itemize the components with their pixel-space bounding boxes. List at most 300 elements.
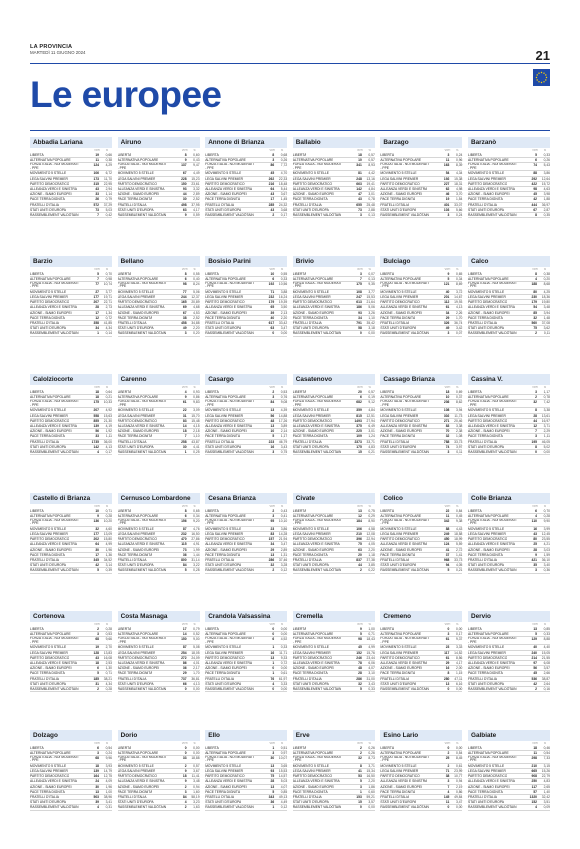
party-name: LIBERTÀ [30,390,44,394]
party-percent: 6,16 [455,681,463,686]
party-percent: 0,68 [280,153,288,157]
party-votes: 3 [535,390,537,394]
party-votes: 18 [95,390,99,394]
party-votes: 32 [95,526,99,531]
party-name: STATI UNITI D'EUROPA [30,563,66,568]
party-percent: 1,59 [543,552,550,557]
party-percent: 14,88 [278,413,288,418]
party-votes: 98 [533,186,537,191]
party-votes: 28 [270,779,275,784]
party-percent: 1,00 [368,627,375,631]
party-name: ALTERNATIVA POPOLARE [30,513,71,518]
municipality-card [380,137,462,218]
party-votes: 4 [535,276,537,281]
party-name: PACE TERRA DIGNITÀ [30,315,65,320]
party-percent: 14,28 [278,532,288,537]
party-name: AZIONE - SIAMO EUROPEI [30,784,72,789]
result-row [468,331,550,336]
municipality-name: Barzago [383,139,409,146]
party-votes: 5 [272,434,275,439]
party-percent: 3,41 [105,800,112,805]
party-votes: 29 [445,660,450,665]
party-votes: 67 [533,207,537,212]
party-percent: 34,88 [191,321,200,325]
party-percent: 1,63 [193,805,200,810]
party-name: ALLEANZA VERDI E SINISTRA [292,542,340,547]
party-votes: 3 [447,331,450,336]
party-percent: 2,65 [543,784,550,789]
party-votes: 13 [358,508,362,513]
party-votes: 3 [359,784,362,789]
party-votes: 36 [182,666,187,671]
party-percent: 0,21 [105,395,112,400]
party-percent: 3,85 [368,563,375,568]
municipality-header [468,374,550,385]
party-name: RASSEMBLEMENT VALDÔTAIN [30,449,79,454]
party-percent: 33,42 [278,321,288,325]
party-percent: 13,09 [103,532,112,537]
party-votes: 6 [535,158,537,163]
party-percent: 8,62 [455,400,463,405]
party-name: AZIONE - SIAMO EUROPEI [117,547,160,552]
party-votes: 17 [95,552,99,557]
party-votes: 19 [95,153,99,157]
party-name: LIBERTÀ [30,745,44,750]
pct-col-label: % [105,623,108,626]
party-name: LEGA SALVINI PREMIER [468,650,506,655]
party-percent: 35,42 [366,321,375,325]
party-percent: 4,13 [193,681,200,686]
result-row [30,450,112,455]
party-name: PARTITO DEMOCRATICO [205,418,245,423]
party-percent: 10,10 [278,518,288,523]
party-votes: 13 [270,552,275,557]
party-percent: 0,64 [105,390,112,394]
party-percent: 0,65 [455,271,463,276]
party-name: ALLEANZA VERDI E SINISTRA [30,186,77,191]
party-name: LEGA SALVINI PREMIER [117,650,156,655]
party-percent: 0,79 [105,197,112,202]
party-name: AZIONE - SIAMO EUROPEI [468,192,510,197]
party-name: MOVIMENTO 5 STELLE [117,526,154,531]
party-name: STATI UNITI D'EUROPA [468,207,504,212]
result-row [380,282,462,290]
party-percent: 33,73 [454,439,463,444]
party-name: PARTITO DEMOCRATICO [117,774,157,779]
party-percent: 3,99 [543,526,550,531]
party-name: ALTERNATIVA POPOLARE [117,158,159,163]
party-votes: 74 [445,444,450,449]
party-name: ALTERNATIVA POPOLARE [30,395,71,400]
party-votes: 186 [356,305,362,310]
municipality-name: Dolzago [33,731,58,739]
party-votes: 0 [184,686,187,691]
municipality-header [380,374,462,385]
party-name: ALLEANZA VERDI E SINISTRA [380,186,428,191]
party-name: PARTITO DEMOCRATICO [380,537,420,542]
municipality-name: Casatenovo [295,376,333,383]
party-percent: 0,75 [368,508,375,513]
party-percent: 0,94 [193,784,200,789]
party-name: LEGA SALVINI PREMIER [117,413,156,418]
party-percent: 21,94 [278,537,288,542]
municipality-card [30,730,112,811]
result-row [293,450,375,455]
party-percent: 3,01 [368,429,375,434]
party-percent: 0,86 [193,395,200,400]
party-votes: 13 [445,681,450,686]
party-votes: 41 [445,547,450,552]
municipality-card [293,256,375,337]
party-name: FRATELLI D'ITALIA [117,321,147,325]
party-name: PACE TERRA DIGNITÀ [205,197,241,202]
municipality-name: Cernusco Lombardone [120,494,191,502]
party-name: PARTITO DEMOCRATICO [292,655,333,660]
party-percent: 4,42 [368,171,375,176]
party-votes: 3 [447,153,450,157]
votes-col-label: VOTI [357,504,363,508]
party-name: PACE TERRA DIGNITÀ [117,552,153,557]
party-name: ALLEANZA VERDI E SINISTRA [380,660,428,665]
result-row [30,568,112,573]
party-percent: 20,46 [454,418,463,423]
party-name: AZIONE - SIAMO EUROPEI [30,666,72,671]
municipality-header [468,611,550,622]
party-percent: 19,71 [103,295,112,300]
party-name: RASSEMBLEMENT VALDÔTAIN [468,805,517,810]
party-percent: 4,83 [543,779,550,784]
party-votes: 422 [531,181,537,186]
party-name: FORZA ITALIA - NOI MODERATI - PPE [468,755,517,763]
party-votes: 6 [359,395,362,400]
party-votes: 163 [443,163,450,168]
party-votes: 14 [182,632,187,637]
party-percent: 3,26 [368,310,375,315]
municipality-card [380,493,462,574]
party-percent: 4,84 [368,408,375,413]
party-percent: 0,54 [543,750,550,755]
party-votes: 41 [358,769,362,774]
party-votes: 73 [182,547,187,552]
party-name: PACE TERRA DIGNITÀ [468,789,503,794]
party-votes: 28 [95,305,99,310]
party-votes: 17 [182,627,187,631]
party-votes: 5 [447,276,450,281]
pct-col-label: % [281,386,284,389]
party-percent: 2,20 [368,547,375,552]
party-votes: 558 [93,413,99,418]
party-name: PARTITO DEMOCRATICO [468,655,508,660]
party-votes: 18 [95,395,99,400]
party-votes: 42 [533,681,537,686]
party-votes: 5 [359,779,362,784]
party-name: FRATELLI D'ITALIA [205,202,235,207]
party-percent: 0,24 [455,212,463,217]
result-row [118,450,200,455]
party-votes: 142 [93,444,99,449]
party-votes: 11 [445,158,450,163]
party-votes: 28 [358,671,362,676]
pct-col-label: % [193,267,196,271]
party-percent: 10,77 [454,774,463,779]
party-percent: 0,75 [280,449,288,454]
party-percent: 15,53 [366,295,375,300]
votes-col-label: VOTI [181,267,188,271]
party-name: FORZA ITALIA - NOI MODERATI - PPE [30,755,79,763]
party-votes: 227 [443,181,450,186]
party-name: AZIONE - SIAMO EUROPEI [205,784,247,789]
party-name: LEGA SALVINI PREMIER [205,176,244,181]
result-row [205,213,287,218]
pct-col-label: % [543,741,546,745]
party-percent: 0,16 [543,686,550,691]
party-name: PACE TERRA DIGNITÀ [30,552,65,557]
party-percent: 8,24 [193,281,200,286]
party-votes: 12 [95,315,99,320]
party-name: ALLEANZA VERDI E SINISTRA [117,423,165,428]
party-name: MOVIMENTO 5 STELLE [205,408,242,413]
party-name: STATI UNITI D'EUROPA [117,444,154,449]
party-percent: 4,15 [193,423,200,428]
party-percent: 0,40 [193,276,200,281]
party-percent: 3,47 [455,800,463,805]
party-percent: 3,43 [368,681,375,686]
party-percent: 3,86 [280,526,288,531]
party-percent: 0,20 [543,276,550,281]
party-percent: 15,34 [366,769,375,774]
party-percent: 3,94 [455,408,463,413]
party-votes: 83 [445,423,450,428]
party-name: FORZA ITALIA - NOI MODERATI - PPE [292,163,342,170]
party-name: STATI UNITI D'EUROPA [468,563,504,568]
party-percent: 0,00 [455,745,463,750]
party-name: FORZA ITALIA - NOI MODERATI - PPE [468,163,517,170]
party-votes: 7 [447,784,450,789]
party-percent: 6,06 [368,660,375,665]
party-name: FORZA ITALIA - NOI MODERATI - PPE [468,518,517,526]
party-name: STATI UNITI D'EUROPA [380,207,417,212]
party-name: ALTERNATIVA POPOLARE [205,395,246,400]
party-percent: 0,00 [455,686,463,691]
party-votes: 3 [97,632,99,637]
party-votes: 207 [93,408,99,413]
party-percent: 3,89 [280,423,288,428]
party-votes: 6 [535,508,537,513]
party-percent: 10,33 [103,400,112,405]
municipality-name: Brivio [295,257,314,265]
pct-col-label: % [105,504,108,508]
party-name: RASSEMBLEMENT VALDÔTAIN [30,212,79,217]
party-percent: 0,17 [455,632,463,637]
party-votes: 4 [447,789,450,794]
party-percent: 2,87 [543,207,550,212]
party-name: LIBERTÀ [30,627,44,631]
party-percent: 0,35 [543,212,550,217]
municipality-card [118,730,200,811]
party-name: AZIONE - SIAMO EUROPEI [30,310,72,315]
result-row [468,568,550,573]
party-name: ALTERNATIVA POPOLARE [117,632,159,637]
party-votes: 250 [531,779,537,784]
pct-col-label: % [543,504,546,508]
party-votes: 11 [95,158,99,163]
party-votes: 40 [445,289,450,294]
votes-col-label: VOTI [532,386,538,389]
party-votes: 45 [358,645,362,650]
party-name: LIBERTÀ [117,390,132,394]
party-name: MOVIMENTO 5 STELLE [205,171,242,176]
party-name: STATI UNITI D'EUROPA [468,681,504,686]
municipality-name: Dorio [120,731,138,739]
municipality-header [380,611,462,622]
party-votes: 43 [95,655,99,660]
municipality-header [380,137,462,148]
party-votes: 29 [182,671,187,676]
municipality-header [468,137,550,148]
result-row [293,805,375,810]
party-percent: 0,54 [105,745,112,750]
party-percent: 0,00 [280,686,288,691]
municipality-name: Castello di Brianza [33,494,91,502]
party-percent: 3,94 [543,310,550,315]
party-votes: 9 [184,769,187,774]
municipality-name: Ballabio [295,139,321,146]
municipality-name: Calolziocorte [33,376,74,383]
party-votes: 14 [182,423,187,428]
party-name: LIBERTÀ [292,153,307,157]
party-votes: 23 [270,526,275,531]
party-votes: 9 [447,271,450,276]
party-name: LIBERTÀ [30,153,44,157]
party-percent: 3,71 [368,763,375,768]
party-votes: 9 [184,158,187,163]
result-row [468,805,550,810]
party-name: PARTITO DEMOCRATICO [468,300,508,305]
party-percent: 0,41 [280,513,288,518]
party-name: LEGA SALVINI PREMIER [30,769,68,774]
party-name: PACE TERRA DIGNITÀ [468,434,503,439]
party-percent: 0,07 [368,271,375,276]
party-percent: 6,08 [543,660,550,665]
party-votes: 47 [358,192,362,197]
party-name: RASSEMBLEMENT VALDÔTAIN [205,449,254,454]
party-percent: 4,17 [455,660,463,665]
pct-col-label: % [543,623,546,626]
result-row [380,637,462,645]
result-row [118,282,200,290]
party-name: PACE TERRA DIGNITÀ [292,789,328,794]
party-percent: 23,44 [366,655,375,660]
party-percent: 11,70 [103,176,112,181]
party-name: PARTITO DEMOCRATICO [380,655,420,660]
party-votes: 498 [181,202,187,207]
party-percent: 3,93 [105,763,112,768]
party-votes: 5 [97,671,99,676]
votes-col-label: VOTI [269,504,276,508]
party-name: LEGA SALVINI PREMIER [205,295,244,300]
party-percent: 16,50 [191,532,200,537]
party-name: AZIONE - SIAMO EUROPEI [380,547,422,552]
municipality-name: Bellano [120,257,144,265]
party-votes: 458 [181,321,187,325]
party-name: FRATELLI D'ITALIA [205,558,235,562]
party-name: MOVIMENTO 5 STELLE [205,526,242,531]
party-votes: 34 [445,310,450,315]
votes-col-label: VOTI [269,149,276,152]
party-percent: 4,17 [193,207,200,212]
party-percent: 0,28 [105,513,112,518]
party-votes: 3 [272,395,275,400]
party-percent: 0,72 [105,315,112,320]
municipality-card [468,374,550,455]
party-votes: 3 [447,779,450,784]
party-name: PARTITO DEMOCRATICO [380,418,420,423]
result-row [468,756,550,764]
votes-col-label: VOTI [269,623,276,626]
party-votes: 421 [531,558,537,562]
party-votes: 80 [533,289,537,294]
party-name: PACE TERRA DIGNITÀ [380,434,416,439]
party-votes: 1735 [91,439,99,444]
party-votes: 34 [358,315,362,320]
party-percent: 4,63 [543,186,550,191]
municipality-header [118,374,200,385]
votes-col-label: VOTI [444,267,451,271]
party-votes: 8 [184,153,187,157]
party-votes: 0 [184,745,187,750]
municipality-header [293,493,375,504]
party-percent: 0,36 [543,568,550,573]
party-name: PARTITO DEMOCRATICO [468,181,508,186]
party-percent: 0,39 [105,568,112,573]
municipality-header [205,730,287,741]
municipality-card [205,256,287,337]
party-percent: 3,10 [368,671,375,676]
party-name: AZIONE - SIAMO EUROPEI [468,547,510,552]
party-percent: 2,20 [280,315,288,320]
result-row [118,519,200,527]
party-name: RASSEMBLEMENT VALDÔTAIN [30,568,79,573]
party-percent: 2,14 [280,429,288,434]
page-headline: Le europee [30,74,222,115]
party-votes: 444 [531,202,537,207]
municipality-header [118,493,200,504]
party-name: RASSEMBLEMENT VALDÔTAIN [380,212,429,217]
party-percent: 0,24 [455,153,463,157]
party-percent: 0,60 [193,153,200,157]
party-name: ALTERNATIVA POPOLARE [468,750,509,755]
party-votes: 43 [270,207,275,212]
pct-col-label: % [105,267,108,271]
party-votes: 7 [359,276,362,281]
votes-col-label: VOTI [444,149,451,152]
party-name: MOVIMENTO 5 STELLE [30,408,67,413]
party-name: AZIONE - SIAMO EUROPEI [205,666,247,671]
party-votes: 33 [95,192,99,197]
party-votes: 401 [443,202,450,207]
party-votes: 61 [445,655,450,660]
party-percent: 5,66 [455,207,463,212]
party-percent: 1,30 [105,666,112,671]
party-votes: 49 [445,326,450,331]
party-votes: 7 [97,276,99,281]
party-votes: 108 [356,289,362,294]
votes-col-label: VOTI [532,623,538,626]
party-name: LIBERTÀ [380,153,395,157]
party-percent: 38,87 [541,676,550,681]
party-name: LEGA SALVINI PREMIER [468,413,506,418]
party-percent: 0,94 [455,779,463,784]
